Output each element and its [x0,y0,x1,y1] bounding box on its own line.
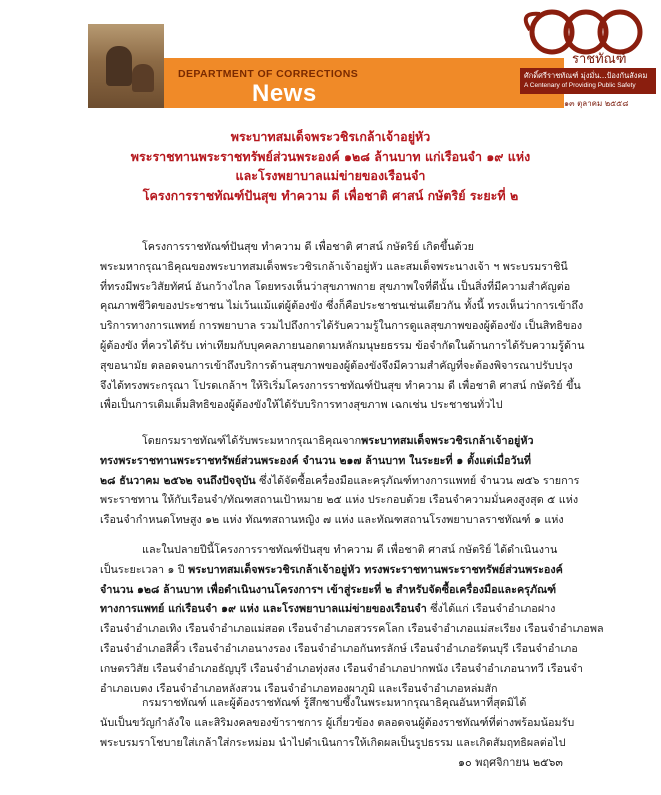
p3-line-6: เรือนจำอำเภอสีคิ้ว เรือนจำอำเภอนางรอง เรือนจำอำเภอกันทรลักษ์ เรือนจำอำเภอรัตนบุรี เรือนจำอำเภอ [100,641,578,655]
p2-bold: ๒๘ ธันวาคม ๒๕๖๒ จนถึงปัจจุบัน [100,473,256,487]
p3-text: ซึ่งได้แก่ เรือนจำอำเภอฝาง [426,602,556,616]
p3-text: เป็นระยะเวลา ๑ ปี [100,562,189,576]
p2-line-3 [100,471,620,491]
officer-photo [88,24,164,108]
paragraph-4 [100,693,620,752]
officer-figure [106,46,132,86]
p1-line: จึงได้ทรงพระกรุณา โปรดเกล้าฯ ให้ริเริ่มโครงการราชทัณฑ์ปันสุข ทำความ ดี เพื่อชาติ ศาสน์ กษัตริย์ ขึ้น [100,378,581,392]
p3-bold: จำนวน ๑๒๘ ล้านบาท เพื่อดำเนินงานโครงการฯ เข้าสู่ระยะที่ ๒ สำหรับจัดซื้อเครื่องมือและครุภัณฑ์ [100,582,557,596]
p3-line-7: เกษตรวิสัย เรือนจำอำเภอธัญบุรี เรือนจำอำเภอทุ่งสง เรือนจำอำเภอปากพนัง เรือนจำอำเภอนาทวี เรือนจำ [100,661,583,675]
p2-line-1 [100,431,620,451]
slogan-thai: ศักดิ์ศรีราชทัณฑ์ มุ่งมั่น...ป้องกันสังคม [524,71,648,80]
p4-line: กรมราชทัณฑ์ และผู้ต้องราชทัณฑ์ รู้สึกซาบซึ้งในพระมหากรุณาธิคุณอันหาที่สุดมิได้ [142,696,527,709]
p4-line: พระบรมราโชบายใส่เกล้าใส่กระหม่อม นำไปดำเนินการให้เกิดผลเป็นรูปธรรม และเกิดสัมฤทธิผลต่อไป [100,735,566,749]
headline [40,127,621,205]
p2-text: ซึ่งได้จัดซื้อเครื่องมือและครุภัณฑ์ทางการแพทย์ จำนวน ๗๕๖ รายการ [255,473,580,487]
p4-line: นับเป็นขวัญกำลังใจ และสิริมงคลของข้าราชการ ผู้เกี่ยวข้อง ตลอดจนผู้ต้องราชทัณฑ์ที่ต่างพร้อมน้อมรับ [100,715,575,729]
p3-line-2 [100,560,620,580]
p1-line: สุขอนามัย ตลอดจนการเข้าถึงบริการด้านสุขภาพของผู้ต้องขังจึงมีความสำคัญที่จะต้องพิจารณาปรับปรุง [100,358,573,372]
p2-bold: พระบาทสมเด็จพระวชิรเกล้าเจ้าอยู่หัว [361,434,534,447]
headline-line-2: พระราชทานพระราชทรัพย์ส่วนพระองค์ ๑๒๘ ล้านบาท แก่เรือนจำ ๑๙ แห่ง [130,148,531,164]
logo-numeral [600,0,602,1]
p3-line-4 [100,599,620,619]
p1-line: คุณภาพชีวิตของประชาชน ไม่เว้นแม้แต่ผู้ต้องขัง ซึ่งก็คือประชาชนเช่นเดียวกัน ทั้งนี้ ทรงเห็นว่าการเข้าถึง [100,299,584,313]
logo-date: ๑๓ ตุลาคม ๒๕๕๘ [564,99,629,108]
p2-line-4: พระราชทาน ให้กับเรือนจำ/ทัณฑสถานเป้าหมาย ๒๕ แห่ง ประกอบด้วย เรือนจำความมั่นคงสูงสุด ๕ แห่ง [100,493,579,507]
headline-line-3: และโรงพยาบาลแม่ข่ายของเรือนจำ [235,168,426,183]
officer-figure-2 [132,64,154,92]
p3-line-8: อำเภอเบตง เรือนจำอำเภอหลังสวน เรือนจำอำเภอทองผาภูมิ และเรือนจำอำเภอหล่มสัก [100,681,498,695]
p1-line: ที่ทรงมีพระวิสัยทัศน์ อันกว้างไกล โดยทรงเห็นว่าสุขภาพกาย สุขภาพใจที่ดีนั้น เป็นสิ่งที่มีความสำคัญต่อ [100,279,571,293]
p2-text: โดยกรมราชทัณฑ์ได้รับพระมหากรุณาธิคุณจาก [142,434,362,447]
p1-line: ผู้ต้องขัง ที่ควรได้รับ เท่าเทียมกับบุคคลภายนอกตามหลักมนุษยธรรม ข้อจำกัดในด้านการได้รับความรู้ด้าน [100,338,585,352]
sign-date: ๑๐ พฤศจิกายน ๒๕๖๓ [458,756,563,769]
paragraph-3 [100,540,620,698]
p1-line: เพื่อเป็นการเติมเต็มสิทธิของผู้ต้องขังให้ได้รับบริการทางสุขภาพ เฉกเช่น ประชาชนทั่วไป [100,398,503,412]
paragraph-1 [100,237,620,415]
logo-name: ราชทัณฑ์ [572,52,627,67]
p3-line-5: เรือนจำอำเภอเทิง เรือนจำอำเภอแม่สอด เรือนจำอำเภอสวรรคโลก เรือนจำอำเภอแม่สะเรียง เรือนจำอำเภอพล [100,622,604,636]
p2-line-2 [100,451,620,471]
news-band [164,58,564,108]
p2-bold: ทรงพระราชทานพระราชทรัพย์ส่วนพระองค์ จำนวน ๒๑๗ ล้านบาท ในระยะที่ ๑ ตั้งแต่เมื่อวันที่ [100,453,532,467]
department-label: DEPARTMENT OF CORRECTIONS [178,68,359,80]
slogan-english: A Centenary of Providing Public Safety [524,82,636,89]
header-banner [0,0,661,108]
p1-line: โครงการราชทัณฑ์ปันสุข ทำความ ดี เพื่อชาติ ศาสน์ กษัตริย์ เกิดขึ้นด้วย [142,240,475,253]
news-label: News [252,80,317,107]
p1-line: พระมหากรุณาธิคุณของพระบาทสมเด็จพระวชิรเกล้าเจ้าอยู่หัว และสมเด็จพระนางเจ้า ฯ พระบรมราชินี [100,259,568,273]
headline-line-4: โครงการราชทัณฑ์ปันสุข ทำความ ดี เพื่อชาติ ศาสน์ กษัตริย์ ระยะที่ ๒ [142,187,519,203]
p3-bold: ทางการแพทย์ แก่เรือนจำ ๑๙ แห่ง และโรงพยาบาลแม่ข่ายของเรือนจำ [100,602,427,616]
p1-line: บริการทางการแพทย์ การพยาบาล รวมไปถึงการได้รับความรู้ในการดูแลสุขภาพของผู้ต้องขัง เป็นสิทธิของ [100,319,583,333]
p2-line-5: เรือนจำกำหนดโทษสูง ๑๒ แห่ง ทัณฑสถานหญิง ๗ แห่ง และทัณฑสถานโรงพยาบาลราชทัณฑ์ ๑ แห่ง [100,513,564,527]
p3-bold: พระบาทสมเด็จพระวชิรเกล้าเจ้าอยู่หัว ทรงพระราชทานพระราชทรัพย์ส่วนพระองค์ [188,562,563,576]
paragraph-2 [100,431,620,530]
p3-line-1: และในปลายปีนี้โครงการราชทัณฑ์ปันสุข ทำความ ดี เพื่อชาติ ศาสน์ กษัตริย์ ได้ดำเนินงาน [142,543,558,556]
p3-line-3 [100,580,620,600]
headline-line-1: พระบาทสมเด็จพระวชิรเกล้าเจ้าอยู่หัว [230,129,431,144]
